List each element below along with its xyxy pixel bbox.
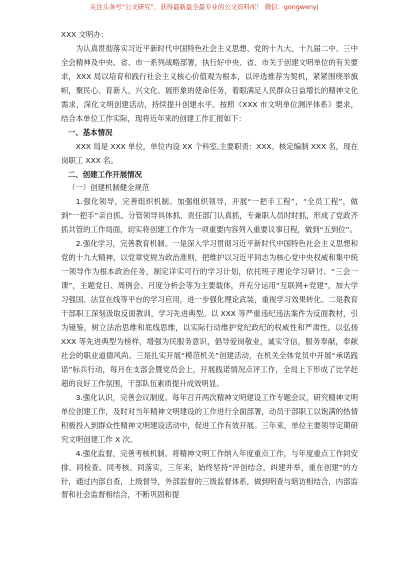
paragraph-leadership: 1.强化领导，完善组织机制。加强组织领导，开展“一把手工程”，“全员工程”，做到“一把手”亲自抓、分管领导具体抓、责任部门认真抓，专兼职人员时时抓，形成了党政齐抓共管的工作局面，切实将创建工作作为一项重要内容列入重要议事日程，做到“五到位”。	[61, 197, 358, 235]
subsection-heading-mechanism: （一）创建机制健全规范	[68, 183, 150, 193]
promo-banner: 关注头条号“公文研究”，获得最新最全最专业的公文资料库！ 微信：gongwenyj	[89, 3, 319, 11]
section-heading-basic-info: 一、基本情况	[68, 127, 113, 137]
paragraph-supervision: 4.强化监督，完善考核机制。将精神文明工作纳入年度重点工作，与年度重点工作同安排、同检查、同考核、同落实，三年来，始终坚持“评创结合，纠建并举，重在创建”的方针，通过内部自查，上级督导，外部监督的三级监督体系，做到明查与暗访相结合，内部监督和社会监督相结合，不断巩固和提	[61, 448, 358, 500]
intro-paragraph: 为认真贯彻落实习近平新时代中国特色社会主义思想、党的十九大、十九届二中、三中全会精神及中央、省、市一系列战略部署，执行好中央、省、市关于创建文明单位的有关要求，XXX 局以培育和践行社会主义核心价值观为根本，以评选推荐为契机，紧紧围绕举旗帜，聚民心、育新人，兴文化、展形象的使命任务，着眼满足人民群众日益增长的精神文化需求，深化文明创建活动，持续提升创建水平。按照《XXX 市文明单位测评体系》要求，结合本单位工作实际，现将近年来的创建工作汇报如下：	[61, 43, 358, 123]
document-body	[61, 28, 358, 502]
paragraph-meetings: 3.强化认识，完善会议制度。每年召开两次精神文明建设工作专题会议，研究精神文明单位创建工作，及时对当年精神文明建设的工作进行全面部署，动员干部职工以饱满的热情积极投入到群众性精神文明建设活动中，促进工作有效开展。三年来，单位主要领导定期研究文明创建工作 X 次。	[61, 392, 358, 444]
basic-info-paragraph: XXX 局是 XXX 单位，单位内设 XX 个科室,主要职责：XXX。核定编制 XXX 名，现在岗职工 XXX 名。	[61, 141, 358, 165]
paragraph-study: 2.强化学习，完善教育机制。一是深入学习贯彻习近平新时代中国特色社会主义思想和党的十九大精神，以党章党规为政治准则，把维护以习近平同志为核心党中央权威和集中统一领导作为根本政治任务，制定详实可行的学习计划，依托班子理论学习研讨、“三会一课”，主题党日、周例会、月度分析会等为主要载体，并充分运用“互联网+党建”，加大学习强国、法宣在线等平台的学习应用，进一步强化理论武装，重视学习效果转化。二是教育干部职工深刻汲取反面教训，学习先进典型。以 XXX 等严重违纪违法案件为反面教材，引为镜鉴，树立法治思维和底线思维，以实际行动维护党纪政纪的权威性和严肃性。以弘扬 XXX 等先进典型为榜样，增强为民服务意识，倡导爱岗敬业，诚实守信，服务奉献，奉献社会的职业道德风尚。三是扎实开展“模范机关”创建活动，在机关全体党员中开展“承诺践诺”标兵行动，每月在支部会暨党员会上，开展践诺情况点评工作，全局上下形成了比学赶超的良好工作氛围，干部队伍素质提升成效明显。	[61, 239, 358, 388]
section-heading-work-status: 二、创建工作开展情况	[68, 169, 142, 179]
greeting: XXX 文明办：	[61, 30, 109, 39]
